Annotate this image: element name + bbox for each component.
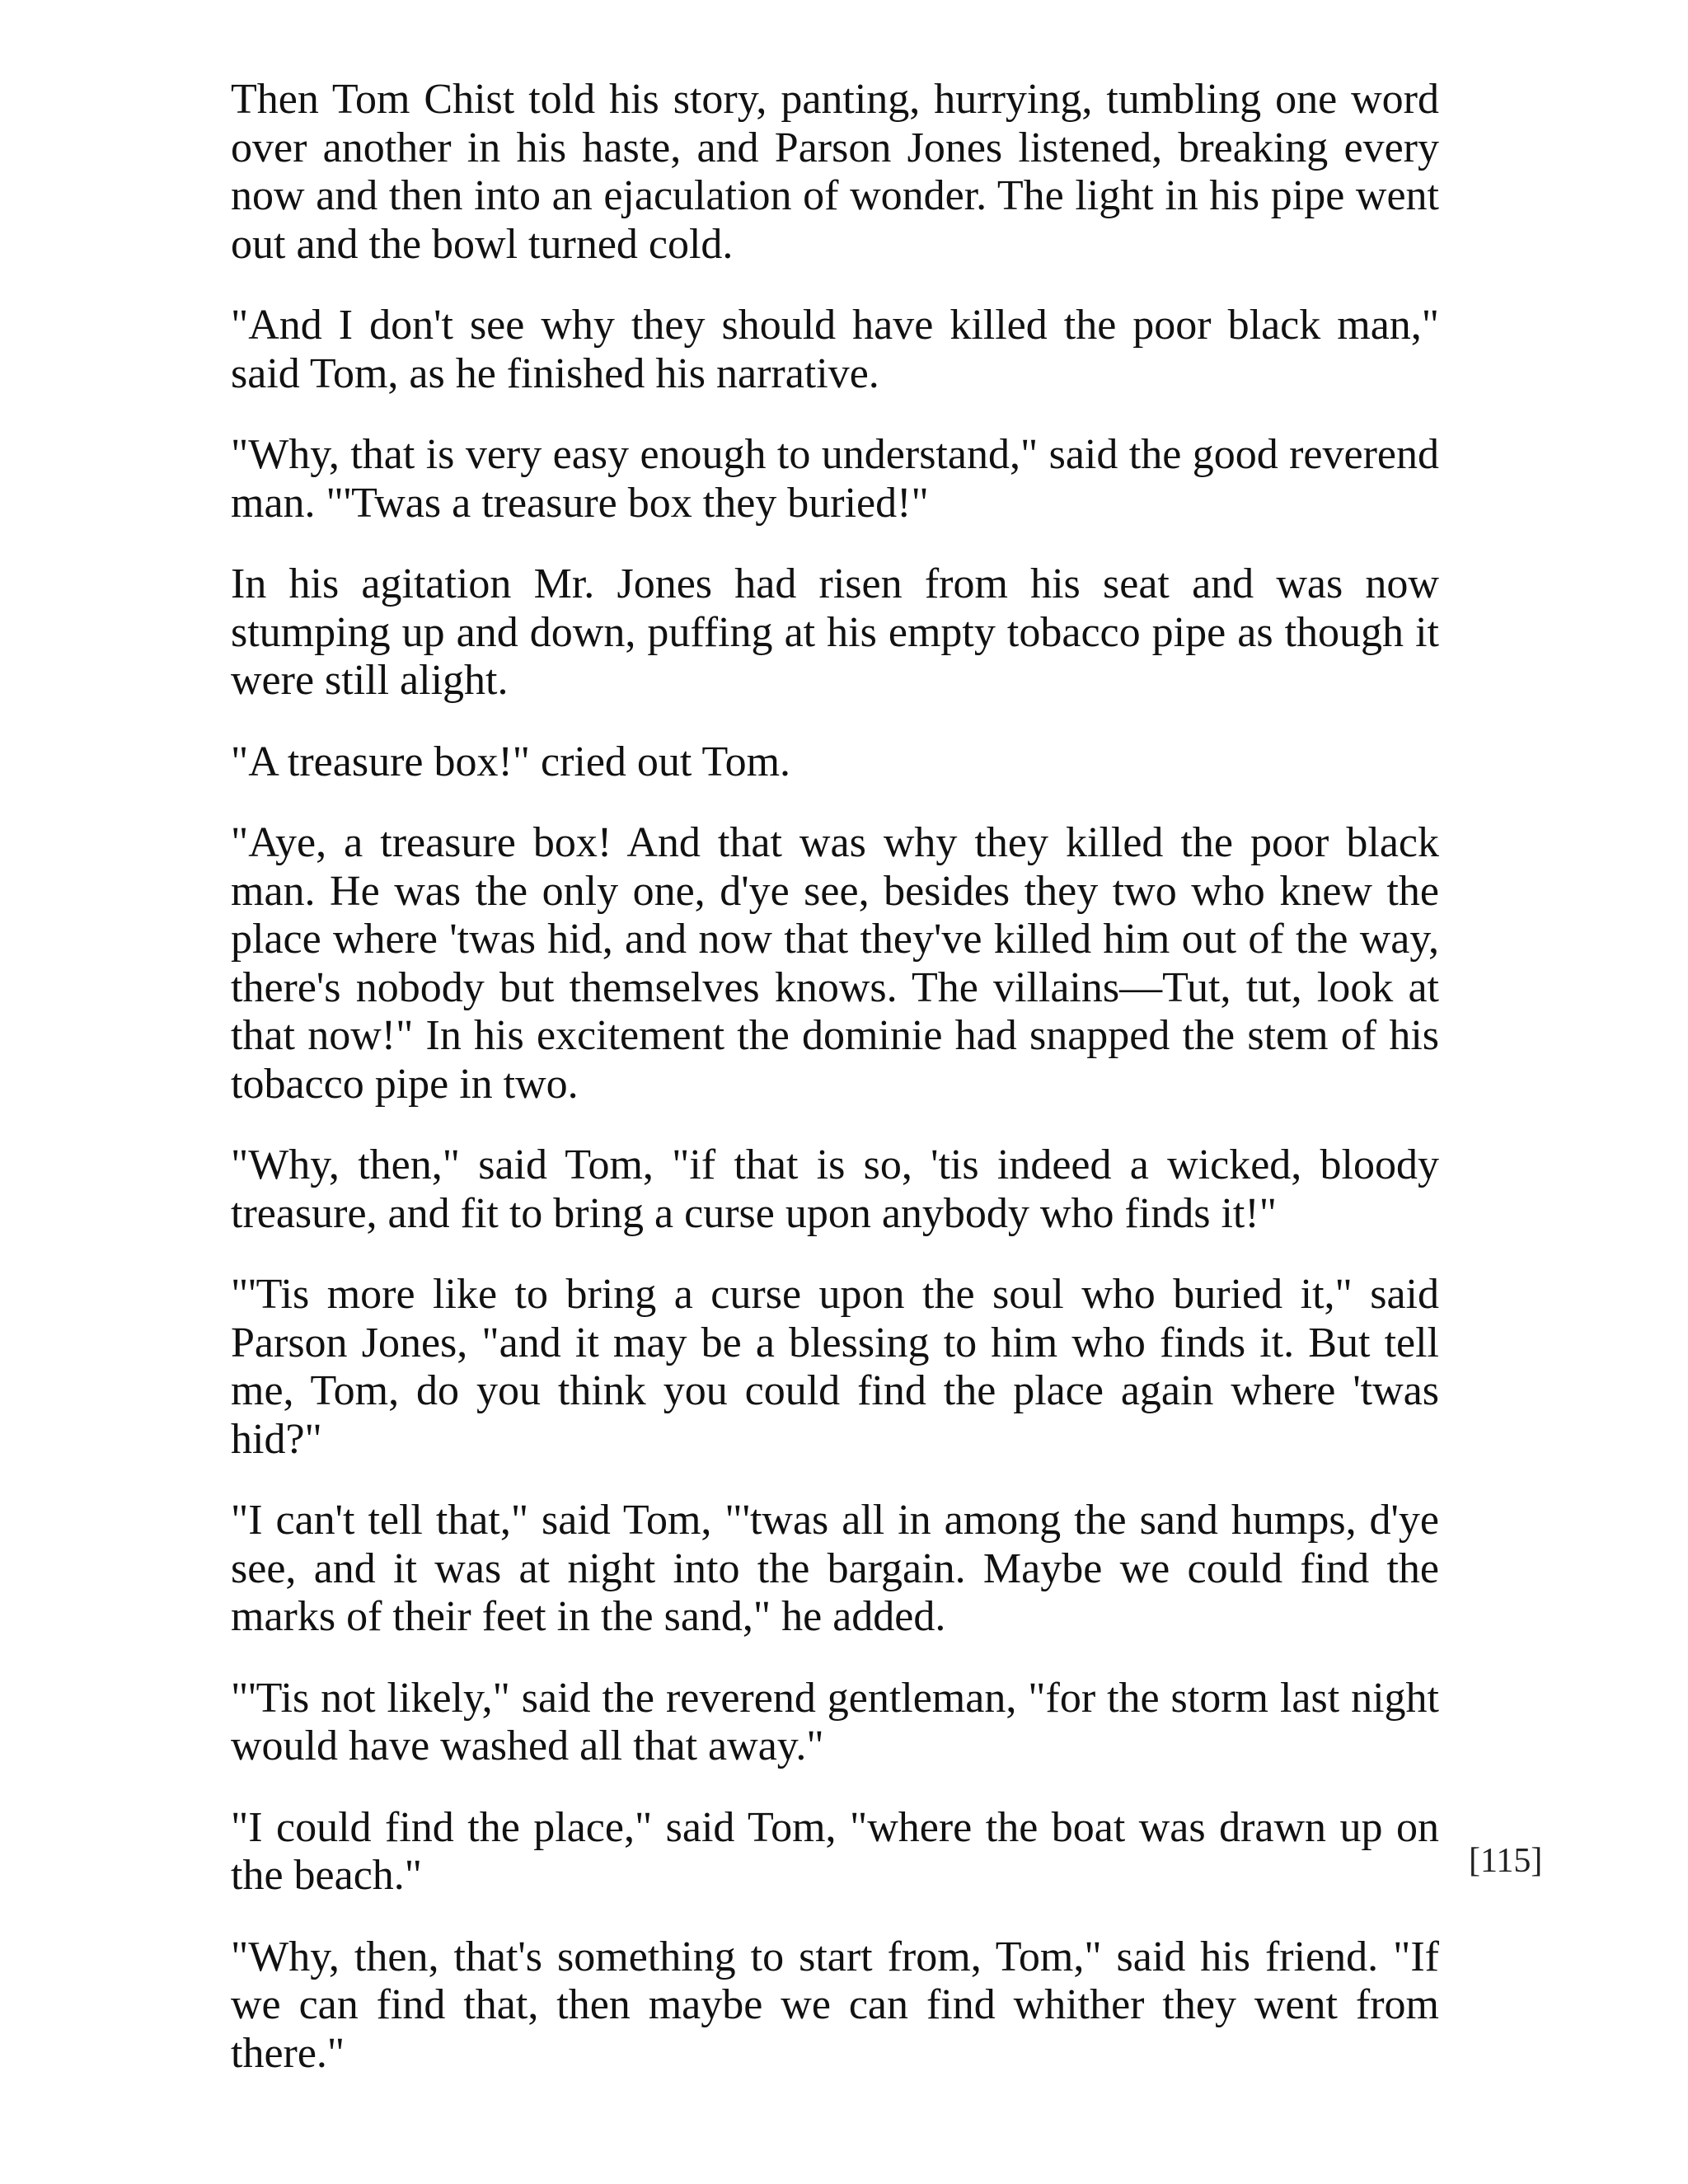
paragraph-8: "'Tis more like to bring a curse upon the soul who buried it," said Parson Jones, "and it may be a blessing to him who finds it. But tell me, Tom, do you think you could find the place again where 'twas hid?" — [231, 1271, 1439, 1463]
page-body — [231, 76, 1439, 2111]
paragraph-1: Then Tom Chist told his story, panting, hurrying, tumbling one word over another in his haste, and Parson Jones listened, breaking every now and then into an ejaculation of wonder. The light in his pipe went out and the bowl turned cold. — [231, 76, 1439, 268]
paragraph-12: "Why, then, that's something to start from, Tom," said his friend. "If we can find that, then maybe we can find whither they went from there." — [231, 1933, 1439, 2077]
paragraph-6: "Aye, a treasure box! And that was why they killed the poor black man. He was the only one, d'ye see, besides they two who knew the place where 'twas hid, and now that they've killed him out of the way, there's nobody but themselves knows. The villains—Tut, tut, look at that now!" In his excitement the dominie had snapped the stem of his tobacco pipe in two. — [231, 819, 1439, 1108]
paragraph-3: "Why, that is very easy enough to understand," said the good reverend man. "'Twas a treasure box they buried!" — [231, 431, 1439, 527]
paragraph-5: "A treasure box!" cried out Tom. — [231, 738, 791, 785]
page-number: [115] — [1469, 1842, 1543, 1880]
paragraph-11: "I could find the place," said Tom, "where the boat was drawn up on the beach." — [231, 1803, 1439, 1899]
paragraph-7: "Why, then," said Tom, "if that is so, 'tis indeed a wicked, bloody treasure, and fit to bring a curse upon anybody who finds it!" — [231, 1141, 1439, 1237]
paragraph-10: "'Tis not likely," said the reverend gentleman, "for the storm last night would have washed all that away." — [231, 1674, 1439, 1769]
paragraph-2: "And I don't see why they should have killed the poor black man," said Tom, as he finished his narrative. — [231, 302, 1439, 397]
paragraph-9: "I can't tell that," said Tom, "'twas all in among the sand humps, d'ye see, and it was at night into the bargain. Maybe we could find the marks of their feet in the sand," he added. — [231, 1497, 1439, 1640]
paragraph-4: In his agitation Mr. Jones had risen from his seat and was now stumping up and down, puffing at his empty tobacco pipe as though it were still alight. — [231, 560, 1439, 704]
